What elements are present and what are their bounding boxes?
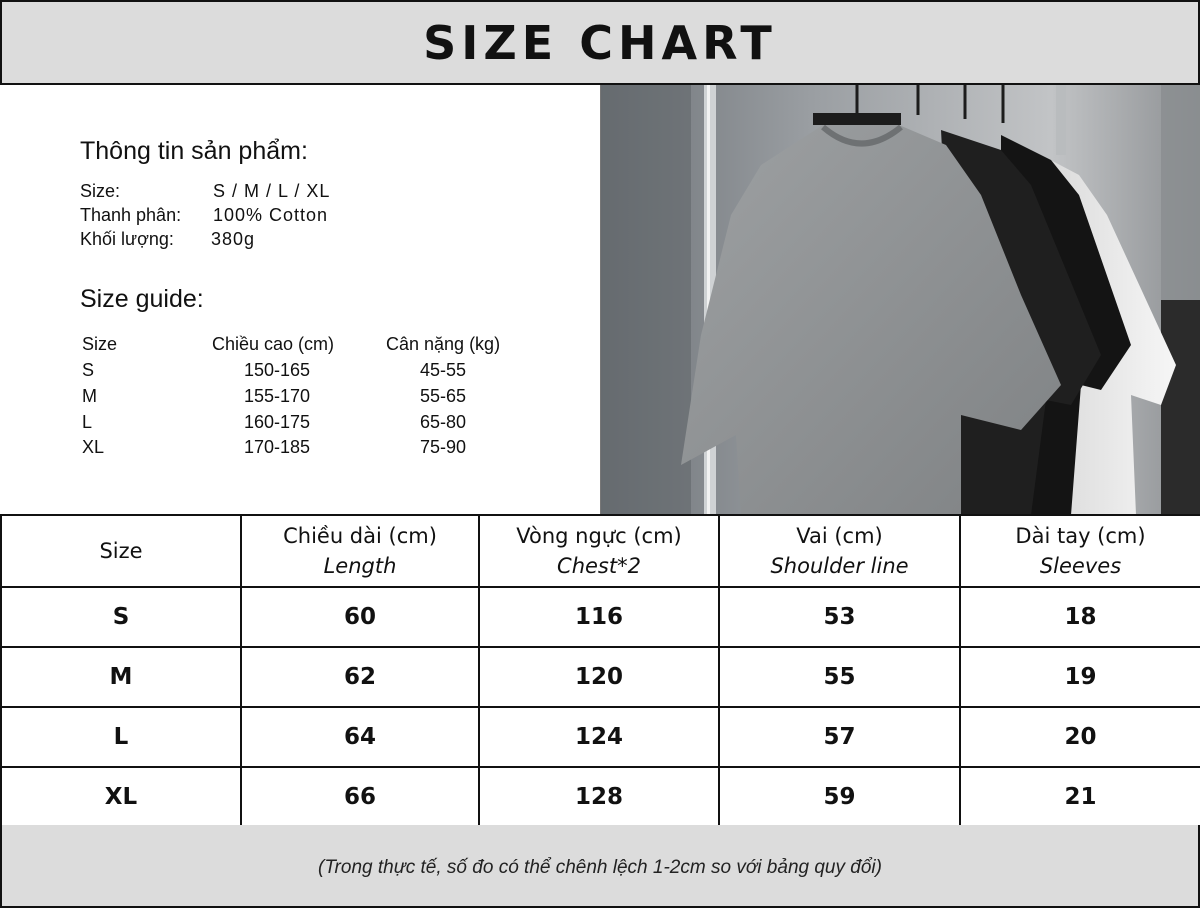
- size-guide-size: S: [82, 360, 95, 380]
- footer-banner: [0, 825, 1200, 908]
- col-header-label: Dài tay (cm): [1015, 524, 1146, 548]
- size-guide-size: M: [82, 386, 97, 406]
- info-value: S / M / L / XL: [213, 181, 331, 201]
- cell-sleeves: 19: [960, 647, 1200, 707]
- info-label: Khối lượng:: [80, 229, 174, 249]
- size-guide-row: [80, 360, 550, 384]
- size-guide-row: [80, 412, 550, 436]
- size-guide-col-size: Size: [82, 334, 118, 354]
- col-header-length: [241, 515, 479, 587]
- col-header-sleeves: [960, 515, 1200, 587]
- col-header-english: Chest*2: [557, 554, 641, 578]
- size-guide-weight: 75-90: [420, 437, 467, 457]
- col-header-english: Length: [323, 554, 397, 578]
- cell-length: 64: [241, 707, 479, 767]
- size-measurement-table: [0, 514, 1200, 828]
- size-guide-height: 155-170: [244, 386, 311, 406]
- cell-length: 66: [241, 767, 479, 827]
- hanger-bar: [813, 113, 901, 125]
- info-value: 100% Cotton: [213, 205, 329, 225]
- col-header-label: Chiều dài (cm): [283, 524, 437, 548]
- product-info-heading: Thông tin sản phẩm:: [80, 137, 308, 165]
- size-guide-size: L: [82, 412, 93, 432]
- cell-size: L: [1, 707, 241, 767]
- info-value: 380g: [211, 229, 256, 249]
- cell-chest: 128: [479, 767, 719, 827]
- col-header-size: [1, 515, 241, 587]
- col-header-label: Vòng ngực (cm): [516, 524, 682, 548]
- size-guide-weight: 65-80: [420, 412, 467, 432]
- size-guide-header-row: [80, 334, 550, 358]
- size-guide-height: 170-185: [244, 437, 311, 457]
- title-banner: [0, 0, 1200, 85]
- cell-sleeves: 21: [960, 767, 1200, 827]
- col-header-english: Shoulder line: [770, 554, 909, 578]
- size-guide-height: 150-165: [244, 360, 311, 380]
- size-guide-row: [80, 437, 550, 461]
- page-title: SIZE CHART: [423, 15, 777, 70]
- tshirts-on-rack-illustration: [601, 85, 1200, 515]
- cell-shoulder: 59: [719, 767, 960, 827]
- col-header-chest: [479, 515, 719, 587]
- size-guide-heading: Size guide:: [80, 285, 204, 313]
- size-guide-col-height: Chiều cao (cm): [212, 334, 335, 354]
- col-header-label: Size: [99, 539, 143, 563]
- cell-size: XL: [1, 767, 241, 827]
- cell-shoulder: 57: [719, 707, 960, 767]
- table-row: [1, 767, 1200, 827]
- col-header-english: Sleeves: [1039, 554, 1122, 578]
- cell-chest: 120: [479, 647, 719, 707]
- size-guide-height: 160-175: [244, 412, 311, 432]
- cell-size: M: [1, 647, 241, 707]
- size-guide-weight: 55-65: [420, 386, 467, 406]
- cell-shoulder: 53: [719, 587, 960, 647]
- info-label: Size:: [80, 181, 121, 201]
- product-photo: [600, 85, 1200, 515]
- table-header-row: [1, 515, 1200, 587]
- size-guide-size: XL: [82, 437, 105, 457]
- size-guide-col-weight: Cân nặng (kg): [386, 334, 501, 354]
- col-header-label: Vai (cm): [796, 524, 883, 548]
- product-info-panel: [0, 85, 600, 515]
- footer-disclaimer: (Trong thực tế, số đo có thể chênh lệch 1-2cm so với bảng quy đổi): [318, 856, 882, 878]
- info-label: Thanh phân:: [80, 205, 182, 225]
- size-guide-row: [80, 386, 550, 410]
- cell-length: 62: [241, 647, 479, 707]
- cell-length: 60: [241, 587, 479, 647]
- cell-sleeves: 20: [960, 707, 1200, 767]
- table-row: [1, 707, 1200, 767]
- table-row: [1, 587, 1200, 647]
- cell-chest: 124: [479, 707, 719, 767]
- cell-chest: 116: [479, 587, 719, 647]
- cell-size: S: [1, 587, 241, 647]
- size-guide-weight: 45-55: [420, 360, 467, 380]
- col-header-shoulder: [719, 515, 960, 587]
- rack-pole-right: [1056, 85, 1066, 155]
- background-shadow: [601, 85, 691, 515]
- cell-shoulder: 55: [719, 647, 960, 707]
- table-row: [1, 647, 1200, 707]
- person-silhouette: [1161, 300, 1200, 515]
- cell-sleeves: 18: [960, 587, 1200, 647]
